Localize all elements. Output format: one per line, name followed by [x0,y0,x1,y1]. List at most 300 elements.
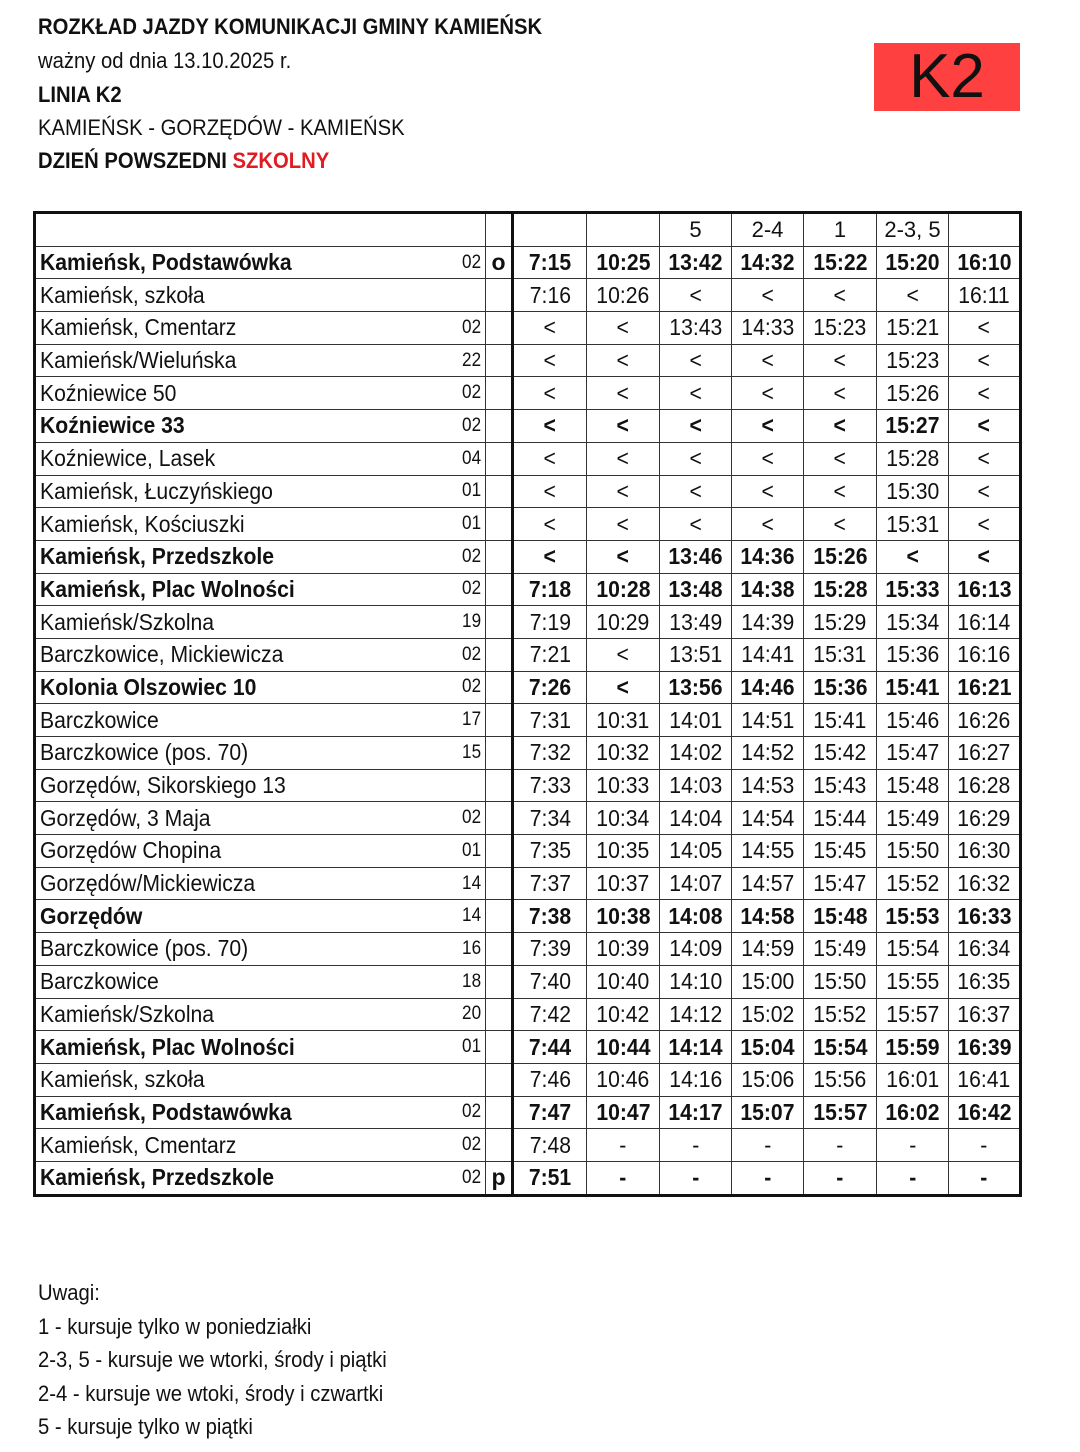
table-row [35,344,1021,377]
departure-time [660,900,732,933]
departure-time [877,312,949,345]
departure-time [587,933,660,966]
stop-cell [35,900,486,933]
departure-time [660,737,732,770]
departure-time [660,1096,732,1129]
departure-time-text: 10:39 [596,935,650,962]
departure-time [877,475,949,508]
note-item: 5 - kursuje tylko w piątki [38,1414,253,1439]
departure-time-text: 10:40 [596,968,650,995]
stop-name: Kamieńsk, Plac Wolności [40,1033,295,1060]
departure-time-text: 13:43 [669,314,722,341]
stop-code: 01 [461,1036,481,1058]
departure-time-text: 10:29 [596,608,650,635]
departure-time [877,1031,949,1064]
table-row [35,442,1021,475]
stop-cell [35,998,486,1031]
departure-time [949,1161,1021,1195]
departure-time [660,933,732,966]
departure-time [949,344,1021,377]
departure-time [877,1161,949,1195]
stop-marker [486,998,513,1031]
departure-time [732,965,804,998]
departure-time [949,279,1021,312]
departure-time [660,377,732,410]
departure-time-text: < [543,347,557,374]
departure-time [513,377,587,410]
departure-time [513,279,587,312]
departure-time-text: 7:42 [529,1000,571,1027]
departure-time-text: 14:10 [669,968,722,995]
stop-code: 01 [461,839,481,861]
departure-time [877,933,949,966]
departure-time-text: 10:32 [596,739,650,766]
departure-time-text: < [689,412,702,439]
departure-time-text: < [977,314,991,341]
departure-time [804,802,877,835]
departure-time-text: 16:39 [956,1033,1012,1060]
departure-time [587,867,660,900]
departure-time-text: < [689,445,702,472]
departure-time [949,312,1021,345]
departure-time [804,344,877,377]
departure-time [513,508,587,541]
departure-time [587,246,660,279]
stop-code: 19 [461,611,481,633]
departure-time [660,704,732,737]
stop-code: 02 [461,1134,481,1156]
departure-time-text: 10:47 [595,1098,651,1125]
departure-time [949,638,1021,671]
departure-time-text: 15:54 [812,1033,868,1060]
departure-time [732,835,804,868]
stop-name: Kamieńsk, Podstawówka [40,249,292,276]
table-row [35,410,1021,443]
departure-time-text: 15:36 [812,673,868,700]
departure-time-text: 16:11 [958,281,1010,308]
departure-time [587,1031,660,1064]
note-item: 2-4 - kursuje we wtoki, środy i czwartki [38,1380,384,1406]
stop-name: Kamieńsk, Przedszkole [40,543,275,570]
departure-time-text: 10:42 [596,1000,650,1027]
departure-time-text: 16:16 [957,641,1011,668]
departure-time-text: < [977,379,991,406]
stop-code: 01 [461,513,481,535]
stop-name: Kamieńsk, szkoła [40,281,205,308]
stop-code: 01 [461,480,481,502]
departure-time-text: 13:49 [669,608,722,635]
departure-time [804,1096,877,1129]
departure-time [804,410,877,443]
stop-cell [35,540,486,573]
day-type-accent: SZKOLNY [232,148,330,173]
departure-time-text: < [833,347,847,374]
departure-time [513,344,587,377]
table-row [35,540,1021,573]
departure-time [513,965,587,998]
departure-time-text: 7:33 [529,772,571,799]
departure-time [877,410,949,443]
departure-time-text: < [616,641,630,668]
stop-name: Kamieńsk, Plac Wolności [40,575,295,602]
departure-time [660,540,732,573]
departure-time [877,279,949,312]
stop-code: 02 [461,251,481,273]
departure-time-text: 7:21 [529,641,571,668]
departure-time [660,1161,732,1195]
departure-time [877,540,949,573]
stop-code: 02 [461,414,481,436]
departure-time-text: 14:02 [669,739,722,766]
stop-marker [486,540,513,573]
stop-cell [35,312,486,345]
departure-time [804,312,877,345]
departure-time-text: - [836,1131,844,1158]
departure-time-text: 14:16 [669,1066,722,1093]
departure-time-text: 13:51 [669,641,722,668]
departure-time [513,1063,587,1096]
stop-cell [35,638,486,671]
departure-time [949,900,1021,933]
departure-time [513,835,587,868]
departure-time [804,737,877,770]
departure-time-text: 15:20 [885,249,940,276]
departure-time [804,1031,877,1064]
departure-time [804,508,877,541]
departure-time [587,835,660,868]
departure-time [949,671,1021,704]
departure-time [732,475,804,508]
stop-marker [486,671,513,704]
departure-time-text: 13:42 [668,249,723,276]
note-item: 1 - kursuje tylko w poniedziałki [38,1313,312,1339]
departure-time [949,606,1021,639]
departure-time [949,410,1021,443]
departure-time [877,802,949,835]
stop-name: Kamieńsk, Podstawówka [40,1098,292,1125]
stop-marker [486,802,513,835]
departure-time [949,377,1021,410]
departure-time-text: 15:29 [813,608,867,635]
stop-code: 18 [461,970,481,992]
column-day-note [513,213,587,247]
departure-time [587,1063,660,1096]
departure-time [949,1096,1021,1129]
departure-time [587,1096,660,1129]
stop-marker [486,1063,513,1096]
departure-time-text: < [833,445,847,472]
departure-time-text: 15:53 [885,902,940,929]
departure-time-text: 13:56 [668,673,723,700]
departure-time [660,573,732,606]
table-row [35,933,1021,966]
departure-time-text: 15:41 [813,706,867,733]
departure-time [804,442,877,475]
stop-marker [486,1096,513,1129]
departure-time-text: 7:39 [529,935,571,962]
departure-time-text: 16:28 [957,772,1011,799]
departure-time-text: 10:28 [595,575,651,602]
departure-time [732,638,804,671]
departure-time-text: 15:31 [886,510,939,537]
departure-time-text: 15:26 [812,543,868,570]
departure-time-text: < [833,379,847,406]
departure-time [587,410,660,443]
departure-time-text: 15:33 [885,575,940,602]
departure-time-text: 7:31 [529,706,571,733]
line-badge: K2 [874,43,1020,111]
stop-name: Barczkowice (pos. 70) [40,739,249,766]
departure-time-text: 14:52 [741,739,794,766]
departure-time-text: 14:46 [740,673,795,700]
stop-cell [35,1031,486,1064]
stop-name: Koźniewice 50 [40,379,177,406]
departure-time [660,835,732,868]
departure-time [660,638,732,671]
departure-time [660,1129,732,1162]
departure-time [949,442,1021,475]
departure-time-text: < [977,543,991,570]
stop-name: Gorzędów, Sikorskiego 13 [40,772,286,799]
departure-time-text: 10:37 [596,870,650,897]
departure-time-text: < [543,314,557,341]
stop-cell [35,475,486,508]
departure-time [804,965,877,998]
departure-time-text: 15:57 [812,1098,868,1125]
stop-cell [35,1161,486,1195]
departure-time-text: < [833,510,847,537]
departure-time [804,671,877,704]
departure-time-text: < [689,281,702,308]
departure-time [513,704,587,737]
departure-time-text: 15:45 [813,837,867,864]
departure-time [660,410,732,443]
departure-time-text: 15:50 [886,837,939,864]
stop-cell [35,1063,486,1096]
departure-time-text: < [616,510,630,537]
departure-time [660,769,732,802]
departure-time [587,475,660,508]
departure-time-text: 16:02 [885,1098,940,1125]
departure-time [949,1031,1021,1064]
departure-time-text: 15:31 [813,641,867,668]
departure-time [660,442,732,475]
departure-time [660,867,732,900]
departure-time-text: 14:54 [741,804,794,831]
departure-time-text: - [691,1131,700,1158]
column-day-note: 5 [660,213,732,247]
departure-time-text: 15:50 [813,968,867,995]
table-row [35,965,1021,998]
table-row [35,835,1021,868]
departure-time [587,312,660,345]
stop-cell [35,410,486,443]
departure-time [732,246,804,279]
departure-time [513,573,587,606]
column-day-note [949,213,1021,247]
departure-time-text: 14:07 [669,870,722,897]
departure-time-text: < [977,477,991,504]
stop-name: Kamieńsk, Cmentarz [40,1131,237,1158]
table-row [35,802,1021,835]
table-row [35,573,1021,606]
departure-time-text: 15:26 [886,379,939,406]
stop-cell [35,377,486,410]
departure-time [732,344,804,377]
departure-time-text: 10:31 [596,706,650,733]
departure-time-text: 15:28 [812,575,868,602]
departure-time [513,475,587,508]
departure-time [513,1096,587,1129]
departure-time [949,475,1021,508]
departure-time-text: 15:52 [886,870,939,897]
departure-time-text: 16:35 [957,968,1011,995]
departure-time-text: 10:34 [596,804,650,831]
departure-time-text: 7:15 [528,249,572,276]
departure-time [513,900,587,933]
departure-time-text: 10:35 [596,837,650,864]
stop-marker [486,737,513,770]
departure-time [513,671,587,704]
stop-cell [35,442,486,475]
departure-time [877,1129,949,1162]
departure-time [660,475,732,508]
departure-time [732,998,804,1031]
stop-code: 17 [461,709,481,731]
stop-cell [35,802,486,835]
table-row [35,671,1021,704]
stop-name: Kamieńsk, Przedszkole [40,1164,275,1191]
departure-time-text: 15:49 [813,935,867,962]
departure-time-text: 14:36 [740,543,795,570]
departure-time-text: 7:44 [528,1033,572,1060]
stop-marker [486,573,513,606]
departure-time-text: 7:48 [529,1131,571,1158]
departure-time-text: < [616,379,630,406]
departure-time [877,998,949,1031]
departure-time-text: < [833,412,847,439]
stop-code: 02 [461,578,481,600]
stop-marker [486,769,513,802]
stop-name: Kamieńsk, Kościuszki [40,510,245,537]
stop-code: 02 [461,807,481,829]
stop-code: 02 [461,643,481,665]
stop-header-cell [35,213,486,247]
departure-time-text: < [616,445,630,472]
departure-time-text: 14:17 [668,1098,723,1125]
table-row [35,1129,1021,1162]
departure-time-text: - [836,1164,844,1191]
departure-time-text: 16:26 [957,706,1011,733]
departure-time-text: 16:33 [956,902,1012,929]
departure-time-text: 16:42 [956,1098,1012,1125]
stop-name: Kamieńsk, Cmentarz [40,314,237,341]
stop-name: Barczkowice, Mickiewicza [40,641,284,668]
departure-time-text: - [908,1131,917,1158]
departure-time-text: < [833,281,847,308]
departure-time [877,1096,949,1129]
departure-time-text: < [977,445,991,472]
departure-time-text: - [763,1164,772,1191]
departure-time [804,900,877,933]
departure-time-text: 14:03 [669,772,722,799]
departure-time [732,540,804,573]
stop-cell [35,867,486,900]
departure-time-text: 16:27 [957,739,1011,766]
departure-time-text: 15:48 [886,772,939,799]
departure-time [732,704,804,737]
departure-time-text: < [689,347,702,374]
stop-cell [35,508,486,541]
departure-time-text: 15:27 [885,412,940,439]
departure-time [732,1129,804,1162]
table-row [35,704,1021,737]
departure-time [587,638,660,671]
departure-time [804,835,877,868]
departure-time [513,933,587,966]
departure-time [732,442,804,475]
departure-time [804,1063,877,1096]
departure-time-text: 16:41 [957,1066,1011,1093]
stop-marker: p [486,1161,513,1195]
departure-time [660,246,732,279]
departure-time-text: 15:36 [886,641,939,668]
departure-time [660,1031,732,1064]
departure-time [587,540,660,573]
departure-time [513,312,587,345]
departure-time [732,1031,804,1064]
departure-time-text: - [980,1131,988,1158]
departure-time-text: 14:05 [669,837,722,864]
departure-time [660,965,732,998]
departure-time [732,312,804,345]
departure-time-text: < [761,412,774,439]
departure-time-text: < [616,347,630,374]
departure-time [587,900,660,933]
departure-time [877,704,949,737]
stop-code: 02 [461,676,481,698]
departure-time [804,606,877,639]
departure-time [804,279,877,312]
notes-section [38,1276,417,1444]
stop-code: 02 [461,1101,481,1123]
departure-time-text: < [977,347,991,374]
departure-time-text: 15:55 [886,968,939,995]
stop-cell [35,737,486,770]
departure-time [804,475,877,508]
departure-time-text: < [833,477,847,504]
departure-time [949,835,1021,868]
stop-name: Gorzędów [40,902,143,929]
stop-name: Gorzędów, 3 Maja [40,804,211,831]
stop-cell [35,671,486,704]
departure-time [732,606,804,639]
departure-time [949,508,1021,541]
departure-time [732,279,804,312]
departure-time [949,573,1021,606]
departure-time [513,1129,587,1162]
departure-time-text: 14:09 [669,935,722,962]
departure-time-text: 14:53 [741,772,794,799]
departure-time-text: 16:29 [957,804,1011,831]
departure-time [732,769,804,802]
stop-cell [35,704,486,737]
timetable-header-row [35,213,1021,247]
departure-time-text: 7:34 [529,804,571,831]
line-name: LINIA K2 [38,82,122,107]
stop-code: 14 [461,905,481,927]
departure-time-text: 7:19 [529,608,571,635]
